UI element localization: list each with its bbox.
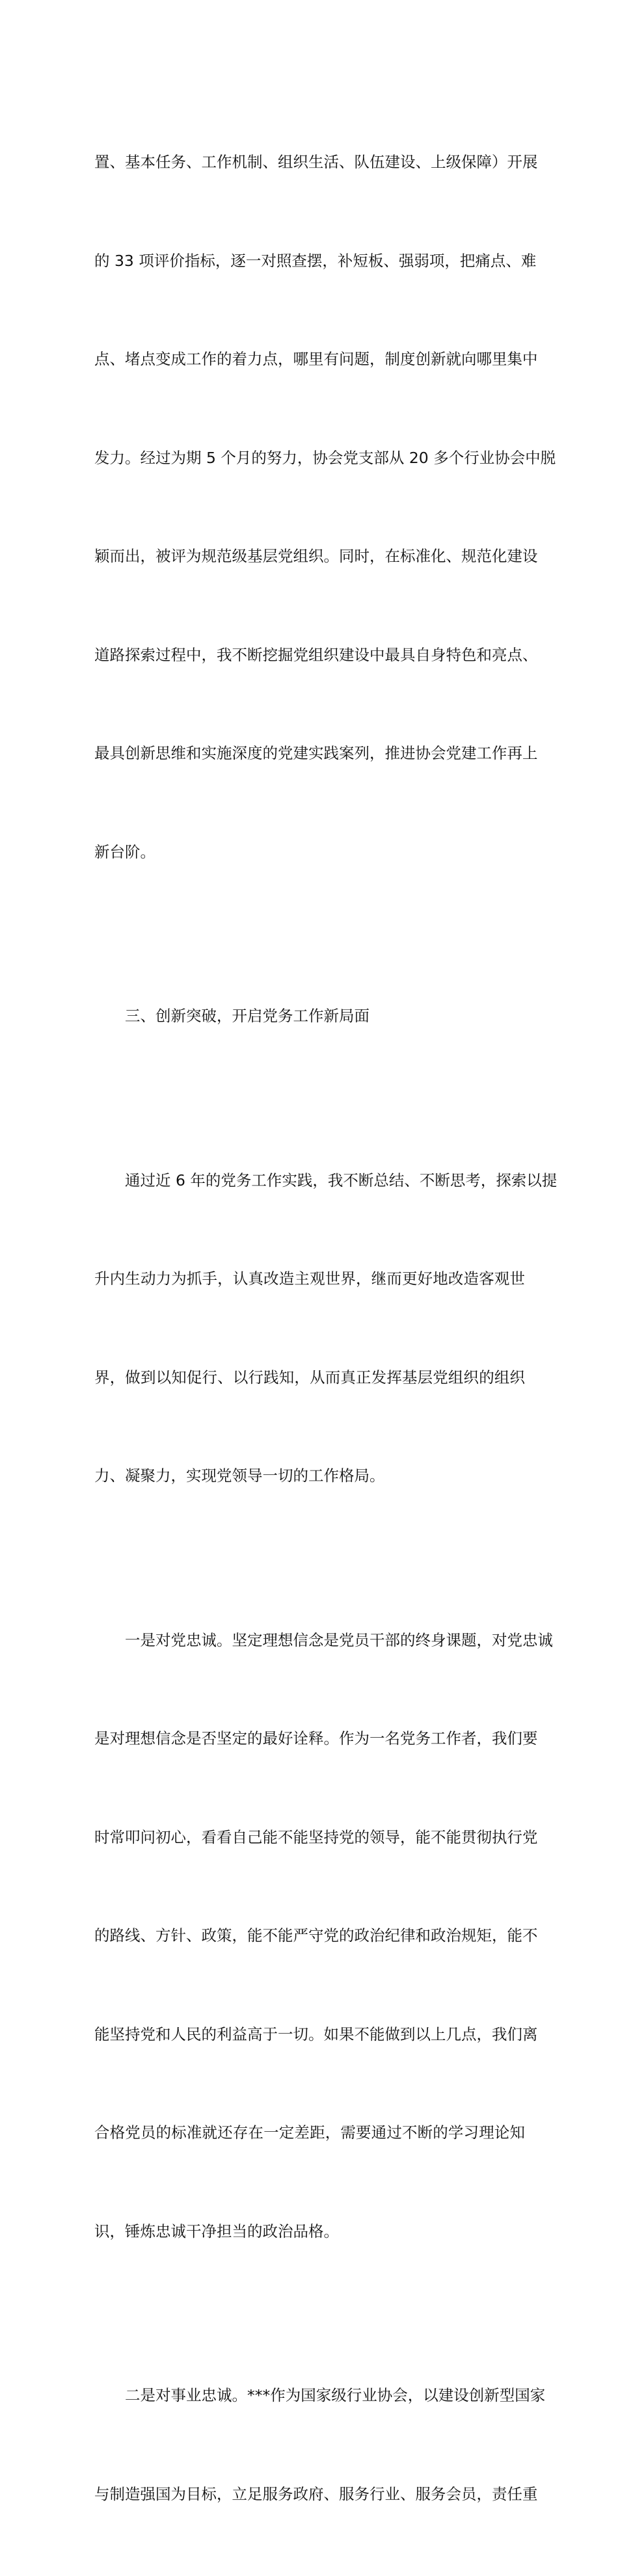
text-line: 点、堵点变成工作的着力点，哪里有问题，制度创新就向哪里集中 [94,350,538,368]
text-line: 能坚持党和人民的利益高于一切。如果不能做到以上几点，我们离 [94,2025,538,2043]
text-line: 是对理想信念是否坚定的最好诠释。作为一名党务工作者，我们要 [94,1729,538,1747]
paragraph [94,1098,558,1558]
text-line: 界，做到以知促行、以行践知，从而真正发挥基层党组织的组织 [94,1368,525,1387]
text-line: 最具创新思维和实施深度的党建实践案列，推进协会党建工作再上 [94,744,538,762]
text-line: 升内生动力为抓手，认真改造主观世界，继而更好地改造客观世 [94,1269,525,1288]
text-line: 与制造强国为目标，立足服务政府、服务行业、服务会员，责任重 [94,2484,538,2503]
section-heading [94,934,525,1098]
text-line: 新台阶。 [94,842,155,861]
text-line: 合格党员的标准就还存在一定差距，需要通过不断的学习理论知 [94,2123,525,2142]
text-line: 时常叩问初心，看看自己能不能坚持党的领导，能不能贯彻执行党 [94,1827,538,1846]
text-line: 颖而出，被评为规范级基层党组织。同时，在标准化、规范化建设 [94,547,538,565]
document-body [94,80,558,2576]
text-line: 发力。经过为期 5 个月的努力，协会党支部从 20 多个行业协会中脱 [94,448,556,467]
paragraph [94,2313,546,2576]
text-line: 置、基本任务、工作机制、组织生活、队伍建设、上级保障）开展 [94,153,538,171]
text-line: 的路线、方针、政策，能不能严守党的政治纪律和政治规矩，能不 [94,1926,538,1945]
text-line: 道路探索过程中，我不断挖掘党组织建设中最具自身特色和亮点、 [94,645,538,664]
text-line: 力、凝聚力，实现党领导一切的工作格局。 [94,1467,385,1485]
paragraph [94,1558,553,2314]
text-line: 的 33 项评价指标，逐一对照查摆，补短板、强弱项，把痛点、难 [94,251,537,270]
text-line: 识，锤炼忠诚干净担当的政治品格。 [94,2222,339,2240]
text-line: 一是对党忠诚。坚定理想信念是党员干部的终身课题，对党忠诚 [125,1630,553,1649]
text-line: 三、创新突破，开启党务工作新局面 [125,1007,369,1025]
text-line: 二是对事业忠诚。***作为国家级行业协会，以建设创新型国家 [125,2386,546,2404]
paragraph [94,80,556,934]
text-line: 通过近 6 年的党务工作实践，我不断总结、不断思考，探索以提 [125,1171,558,1189]
